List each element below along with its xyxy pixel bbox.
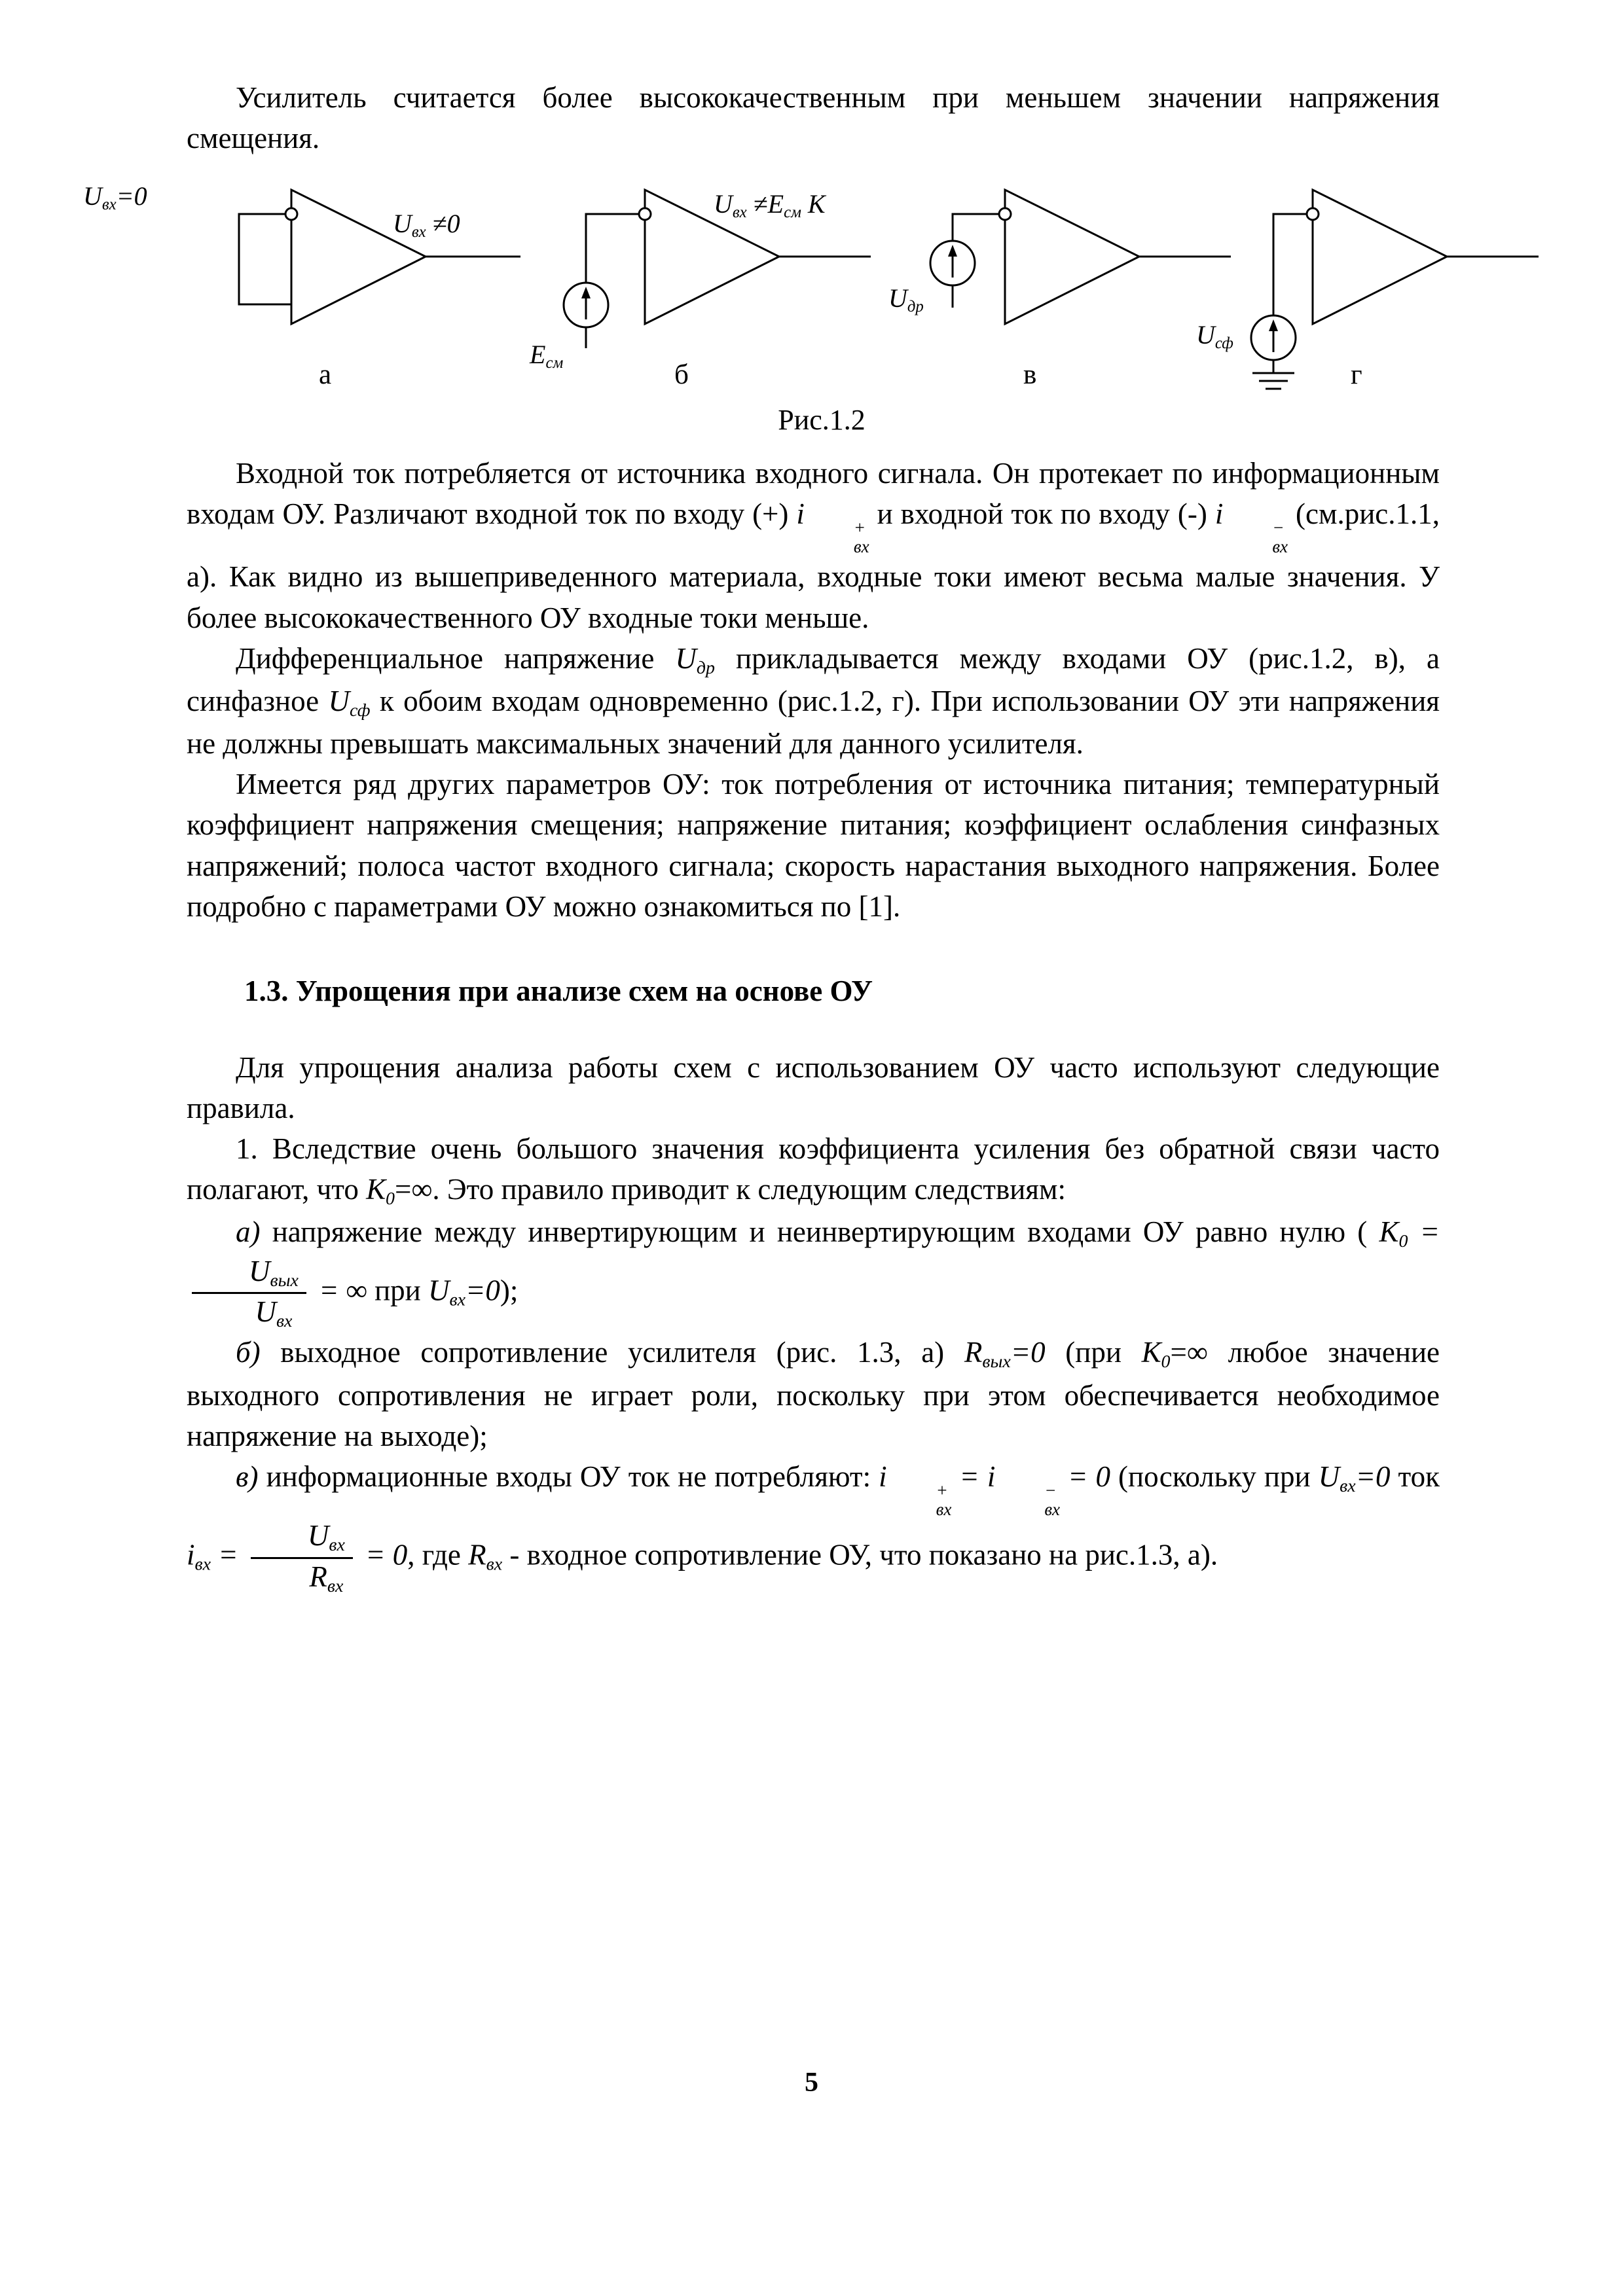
label-usf-source: $U_{сф}$	[1196, 320, 1233, 353]
paragraph-input-current: Входной ток потребляется от источника входного сигнала. Он протекает по информационным входам ОУ. Различают входной ток по входу (+) i + вх и входной ток по входу (-) i − вх (см.рис.1.1, а). Как видно из вышеприведенного материала, входные токи имеют весьма малые значения. У более высококачественного ОУ входные токи меньше.	[187, 457, 1440, 634]
sublabel-g: г	[1351, 359, 1362, 391]
section-heading-1-3: 1.3. Упрощения при анализе схем на основе ОУ	[244, 974, 873, 1007]
page-number: 5	[805, 2068, 818, 2098]
list-item-v: в) информационные входы ОУ ток не потребляют: i + вх = i − вх = 0 (поскольку при $U_{вх}=0$ ток $i_{вх}$ = $\frac{U_{вх}}{R_{вх}}$ = 0, где $R_{вх}$ - входное сопротивление ОУ, что показано на рис.1.3, а).	[187, 1460, 1440, 1596]
opamp-a	[239, 190, 520, 324]
opamp-g	[1251, 190, 1539, 389]
list-item-b: б) выходное сопротивление усилителя (рис. 1.3, а) $R_{вых}=0$ (при $К_0=\infty$ любое значение выходного сопротивления не играет роли, поскольку при этом обеспечивается необходимое напряжение на выходе);	[187, 1336, 1440, 1452]
opamp-v	[930, 190, 1231, 324]
sublabel-v: в	[1023, 359, 1037, 391]
paragraph-offset-voltage: Усилитель считается более высококачественным при меньшем значении напряжения смещения.	[187, 81, 1440, 155]
figure-1-2	[69, 177, 1575, 439]
label-output-voltage-a: $U_{вх} \ne 0$	[393, 209, 460, 242]
paragraph-other-parameters: Имеется ряд других параметров ОУ: ток потребления от источника питания; температурный коэффициент напряжения смещения; напряжение питания; коэффициент ослабления синфазных напряжений; полоса частот входного сигнала; скорость нарастания выходного напряжения. Более подробно с параметрами ОУ можно ознакомиться по [1].	[187, 768, 1440, 923]
paragraph-diff-voltage: Дифференциальное напряжение $U_{др}$ прикладывается между входами ОУ (рис.1.2, в), а синфазное $U_{сф}$ к обоим входам одновременно (рис.1.2, г). При использовании ОУ эти напряжения не должны превышать максимальных значений для данного усилителя.	[187, 641, 1440, 761]
sublabel-b: б	[674, 359, 689, 391]
label-esm-source: $Е_{см}$	[530, 340, 564, 372]
label-input-voltage-zero: $U_{вх}=0$	[83, 181, 147, 214]
list-item-a: а) напряжение между инвертирующим и неинвертирующим входами ОУ равно нулю ( $K_0$ = $\frac{U_{вых}}{U_{вх}}$ = ∞ при $U_{вх}=0$);	[187, 1211, 1440, 1332]
label-output-voltage-b: $U_{вх} \ne Е_{см}$ К	[714, 189, 826, 222]
figure-caption: Рис.1.2	[778, 404, 866, 437]
paragraph-simplification-intro: Для упрощения анализа работы схем с использованием ОУ часто используют следующие правила.	[187, 1050, 1440, 1124]
paragraph-rule-1: 1. Вследствие очень большого значения коэффициента усиления без обратной связи часто полагают, что $К_0=\infty$. Это правило приводит к следующим следствиям:	[187, 1132, 1440, 1209]
label-udr-source: $U_{др}$	[888, 283, 924, 316]
sublabel-a: а	[319, 359, 332, 391]
ground-symbol	[1252, 373, 1294, 389]
